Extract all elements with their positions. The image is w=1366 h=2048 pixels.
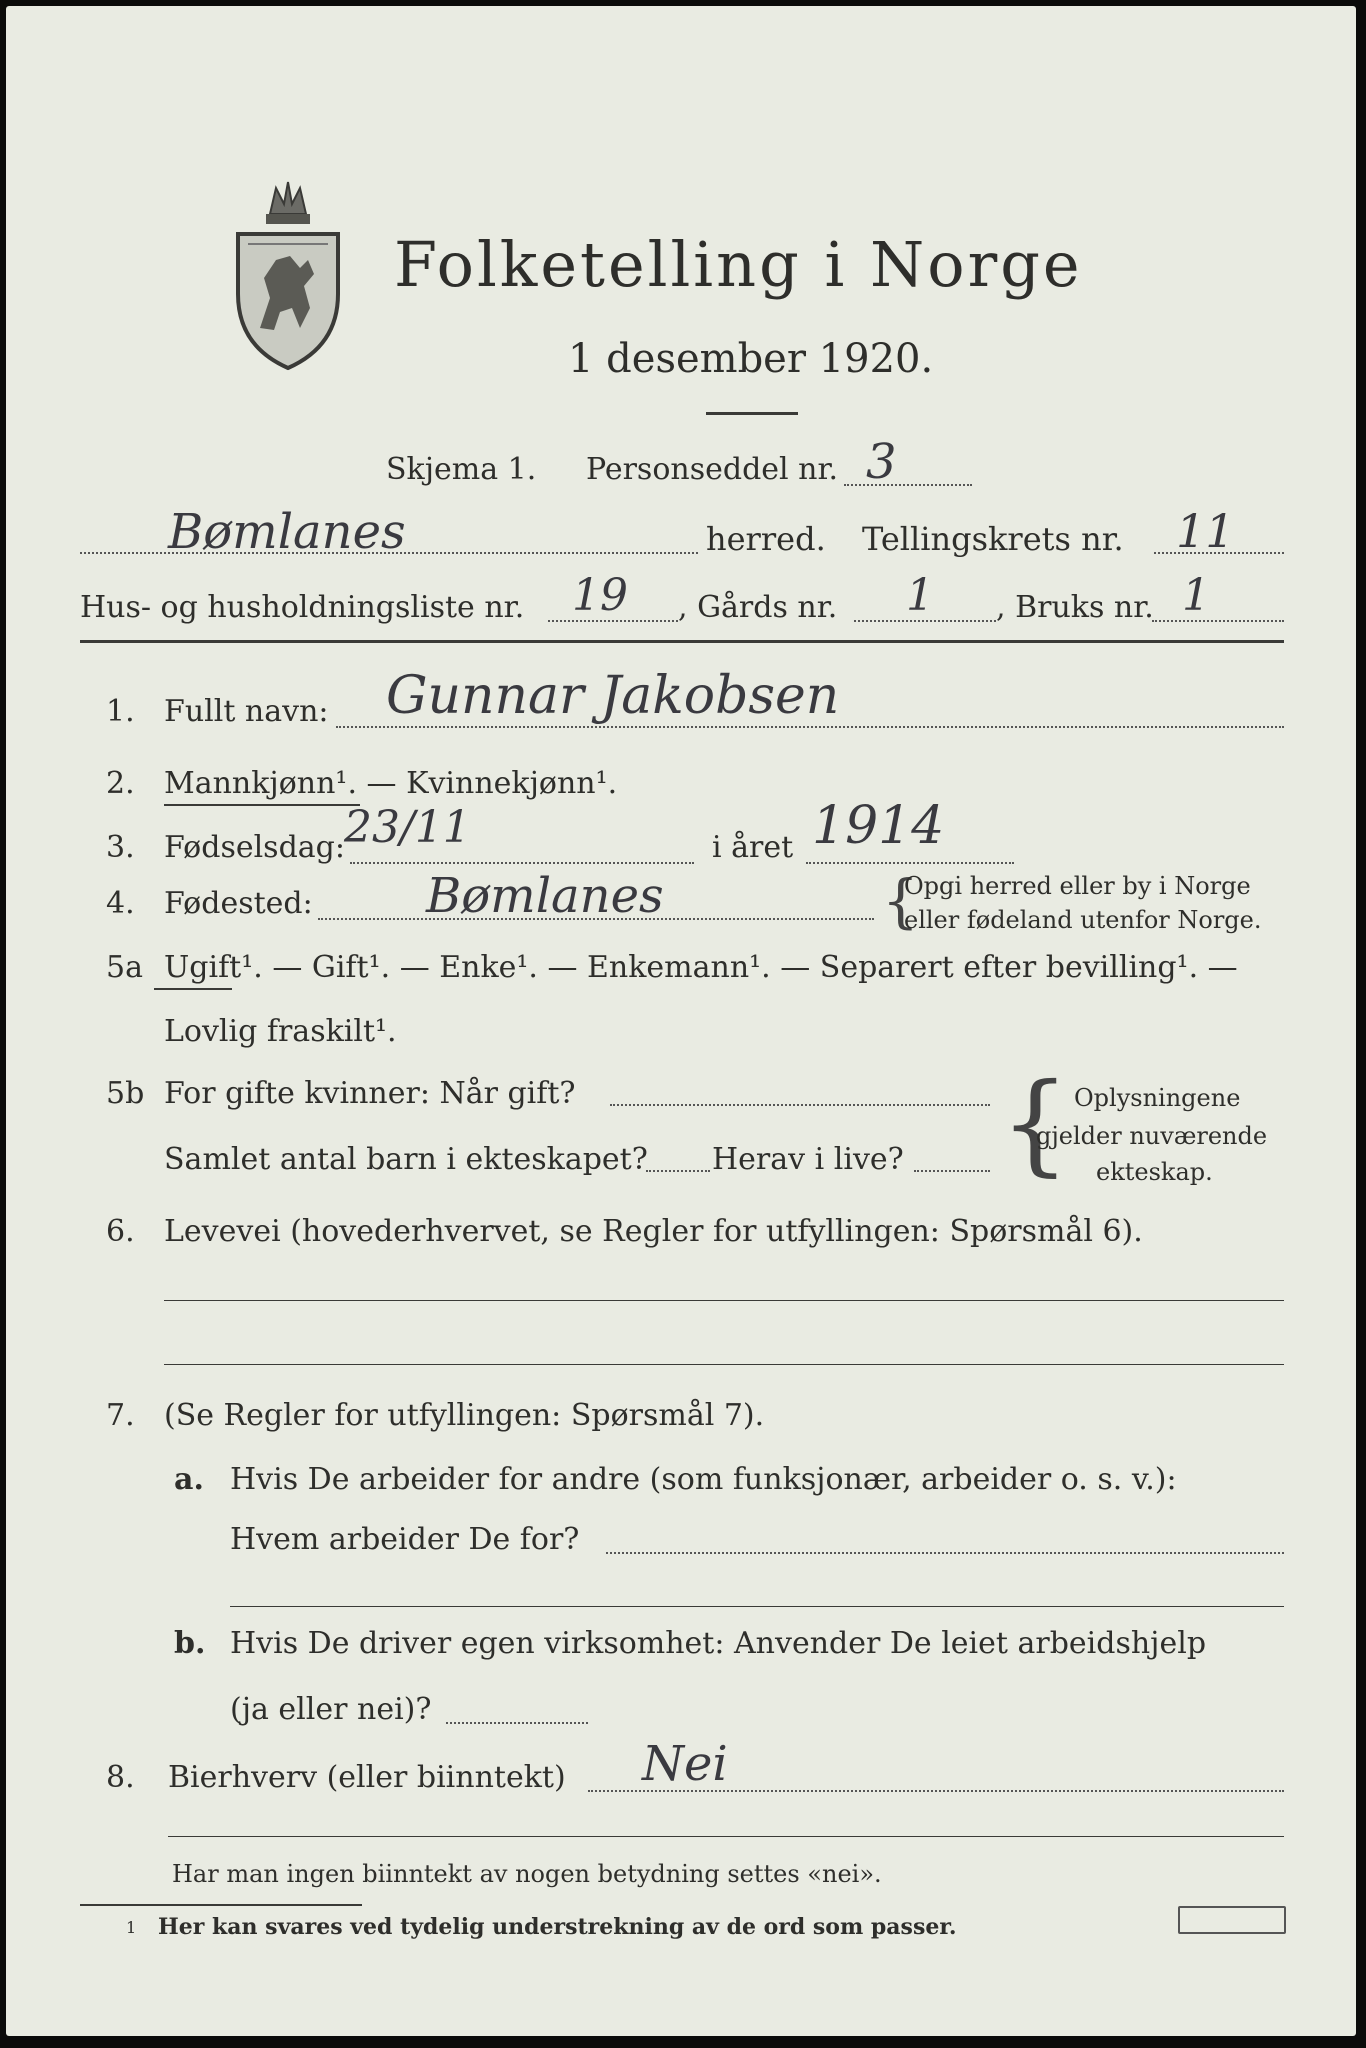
gender-underline-mark <box>164 804 360 806</box>
gards-value: 1 <box>906 570 934 621</box>
q4-note-bracket: { <box>882 867 919 935</box>
bruks-field-line[interactable] <box>1152 620 1284 622</box>
husholdning-label: Hus- og husholdningsliste nr. <box>80 590 525 625</box>
q7-number: 7. <box>106 1398 135 1433</box>
q4-note-line1: Opgi herred eller by i Norge <box>904 872 1251 900</box>
q8-label: Bierhverv (eller biinntekt) <box>168 1760 566 1795</box>
q7-text: (Se Regler for utfyllingen: Spørsmål 7). <box>164 1398 765 1433</box>
title-divider <box>706 412 798 415</box>
employer-field-line-2[interactable] <box>230 1606 1284 1607</box>
herred-value: Bømlanes <box>168 504 406 560</box>
q4-note-line2: eller fødeland utenfor Norge. <box>904 906 1262 934</box>
full-name-field-line[interactable] <box>336 726 1284 728</box>
gards-label: , Gårds nr. <box>678 590 838 625</box>
birth-year-field-line[interactable] <box>806 862 1014 864</box>
q7a-label: a. <box>174 1462 204 1497</box>
side-income-field-line-2[interactable] <box>168 1836 1284 1837</box>
occupation-field-line-2[interactable] <box>164 1364 1284 1365</box>
year-label: i året <box>712 830 794 865</box>
q8-note: Har man ingen biinntekt av nogen betydning settes «nei». <box>172 1860 882 1888</box>
bruks-value: 1 <box>1182 570 1210 621</box>
q5b-note-line1: Oplysningene <box>1074 1084 1241 1112</box>
employer-field-line[interactable] <box>606 1552 1284 1554</box>
q3-number: 3. <box>106 830 135 865</box>
personseddel-label: Personseddel nr. <box>586 452 839 487</box>
q5b-number: 5b <box>106 1076 145 1111</box>
q5b-note-line2: gjelder nuværende <box>1036 1122 1268 1150</box>
husholdning-value: 19 <box>572 570 628 621</box>
birthday-field-line[interactable] <box>350 862 694 864</box>
q7b-label: b. <box>174 1626 206 1661</box>
q2-number: 2. <box>106 766 135 801</box>
footnote-text: Her kan svares ved tydelig understrekning av de ord som passer. <box>158 1914 957 1940</box>
footnote-divider <box>80 1904 362 1906</box>
header-divider <box>80 640 1284 643</box>
q5b-children-label: Samlet antal barn i ekteskapet? <box>164 1142 648 1177</box>
coat-of-arms-emblem <box>230 178 346 374</box>
personseddel-field-line[interactable] <box>844 484 972 486</box>
census-form-page <box>6 6 1356 2036</box>
q5b-note-line3: ekteskap. <box>1096 1158 1213 1186</box>
tellingskrets-label: Tellingskrets nr. <box>862 520 1124 558</box>
q6-number: 6. <box>106 1214 135 1249</box>
bruks-label: , Bruks nr. <box>996 590 1154 625</box>
children-alive-field-line[interactable] <box>914 1170 990 1172</box>
q3-label: Fødselsdag: <box>164 830 345 865</box>
footnote-marker: 1 <box>126 1918 137 1937</box>
q1-number: 1. <box>106 694 135 729</box>
personseddel-value: 3 <box>866 434 897 490</box>
q7a-line2: Hvem arbeider De for? <box>230 1522 580 1557</box>
census-date: 1 desember 1920. <box>568 336 934 382</box>
q5b-line1: For gifte kvinner: Når gift? <box>164 1076 576 1111</box>
q1-label: Fullt navn: <box>164 694 329 729</box>
herred-label: herred. <box>706 520 826 558</box>
marital-options-line1: Ugift¹. — Gift¹. — Enke¹. — Enkemann¹. — Separert efter bevilling¹. — <box>164 950 1238 985</box>
occupation-field-line-1[interactable] <box>164 1300 1284 1301</box>
birth-year-value: 1914 <box>812 796 945 856</box>
birthplace-value: Bømlanes <box>426 868 664 924</box>
form-title: Folketelling i Norge <box>394 228 1083 301</box>
children-count-field-line[interactable] <box>646 1170 710 1172</box>
tellingskrets-value: 11 <box>1176 504 1235 558</box>
q7a-line1: Hvis De arbeider for andre (som funksjonær, arbeider o. s. v.): <box>230 1462 1177 1497</box>
full-name-value: Gunnar Jakobsen <box>386 666 840 726</box>
q7b-line1: Hvis De driver egen virksomhet: Anvender De leiet arbeidshjelp <box>230 1626 1207 1661</box>
marriage-date-field-line[interactable] <box>610 1104 990 1106</box>
q8-number: 8. <box>106 1760 135 1795</box>
marital-underline-mark <box>154 988 232 990</box>
side-income-value: Nei <box>642 1736 728 1792</box>
hired-help-field-line[interactable] <box>446 1722 588 1724</box>
q6-text: Levevei (hovederhvervet, se Regler for utfyllingen: Spørsmål 6). <box>164 1214 1143 1249</box>
q5a-number: 5a <box>106 950 143 985</box>
gender-options: Mannkjønn¹. — Kvinnekjønn¹. <box>164 766 618 801</box>
marital-options-line2: Lovlig fraskilt¹. <box>164 1014 397 1049</box>
printer-stamp <box>1178 1906 1286 1934</box>
schema-label: Skjema 1. <box>386 452 537 487</box>
q5b-alive-label: Herav i live? <box>712 1142 904 1177</box>
q4-label: Fødested: <box>164 886 313 921</box>
birthday-value: 23/11 <box>344 802 471 853</box>
q5b-note-bracket: { <box>1000 1059 1070 1187</box>
q4-number: 4. <box>106 886 135 921</box>
q7b-line2: (ja eller nei)? <box>230 1692 432 1727</box>
